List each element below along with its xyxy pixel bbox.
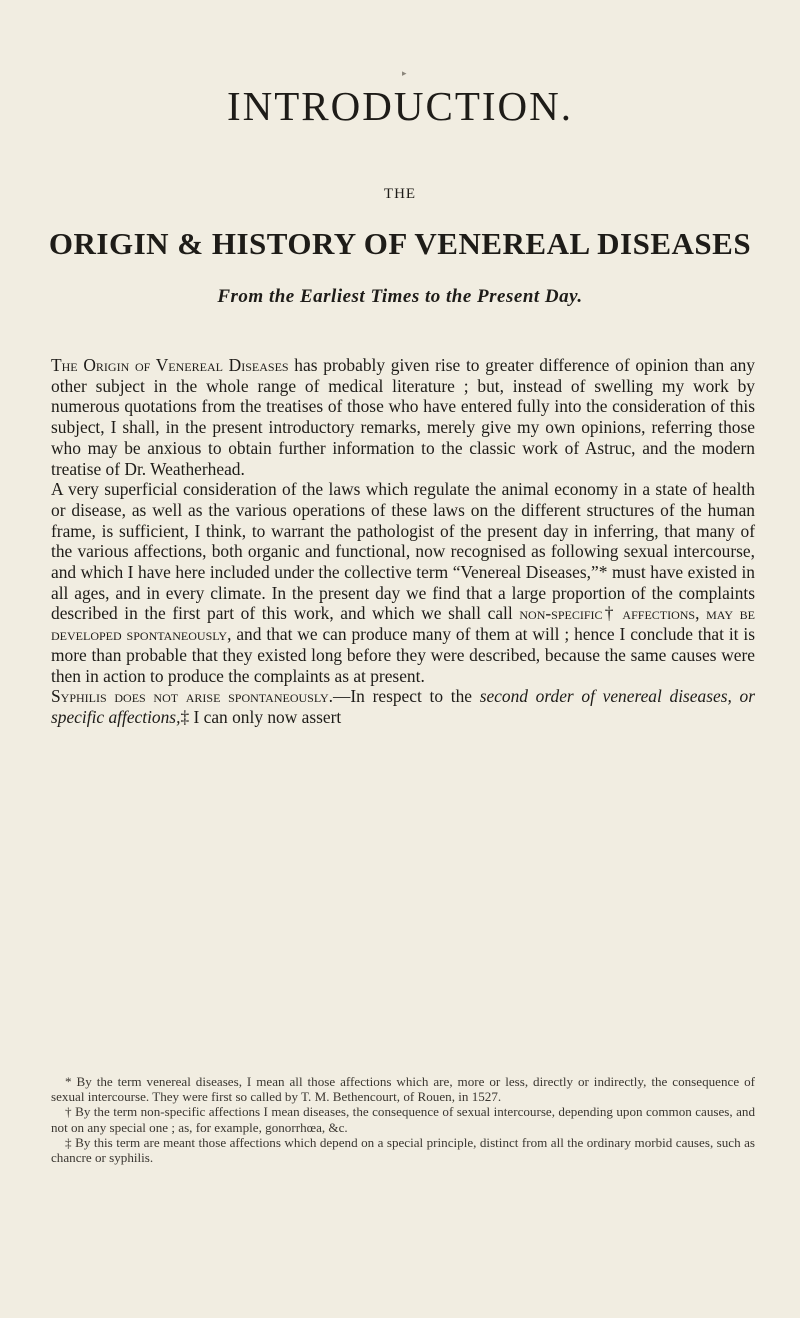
body-text — [51, 355, 755, 728]
page-subtitle: From the Earliest Times to the Present Day. — [217, 286, 583, 307]
paragraph-2-small-caps: non-specific† affections, may be developed spontaneously, — [51, 603, 755, 645]
paragraph-3-text-a: —In respect to the — [333, 686, 480, 707]
footnote-1: * By the term venereal diseases, I mean all those affections which are, more or less, directly or indirectly, the consequence of sexual intercourse. They were first so called by T. M. Bethencourt, of Rouen, in 1527. — [51, 1074, 755, 1105]
title-the: THE — [383, 186, 417, 202]
paragraph-1 — [51, 355, 755, 479]
paragraph-2-text-a: A very superficial consideration of the laws which regulate the animal economy in a state of health or disease, as well as the various operations of these laws on the different structures of the human frame, is sufficient, I think, to warrant the pathologist of the present day in inferring, that many of the various affections, both organic and functional, now recognised as following sexual intercourse, and which I have here included under the collective term “Venereal Diseases,”* must have existed in all ages, and in every climate. In the present day we find that a large proportion of the complaints described in the first part of this work, and which we shall call — [51, 479, 755, 624]
paragraph-3 — [51, 686, 755, 727]
footnote-2: † By the term non-specific affections I mean diseases, the consequence of sexual intercourse, depending upon common causes, and not on any special one ; as, for example, gonorrhœa, &c. — [51, 1104, 755, 1135]
paragraph-2-text-b: and that we can produce many of them at will ; hence I conclude that it is more than probable that they existed long before they were described, because the same causes were then in action to produce the complaints as at present. — [51, 624, 755, 686]
page-mark: ▸ — [402, 68, 407, 78]
page-title: ORIGIN & HISTORY OF VENEREAL DISEASES — [48, 226, 752, 261]
paragraph-2 — [51, 479, 755, 686]
footnote-3: ‡ By this term are meant those affections which depend on a special principle, distinct from all the ordinary morbid causes, such as chancre or syphilis. — [51, 1134, 755, 1166]
paragraph-3-text-b: ‡ I can only now assert — [180, 706, 342, 727]
footnotes — [51, 1074, 755, 1165]
paragraph-1-lead: The Origin of Venereal Diseases — [51, 355, 289, 375]
chapter-heading: INTRODUCTION. — [227, 83, 573, 129]
paragraph-3-italic: second order of venereal diseases, or specific affections, — [51, 686, 755, 727]
paragraph-1-text: has probably given rise to greater difference of opinion than any other subject in the whole range of medical literature ; but, instead of swelling my work by numerous quotations from the treatises of those who have entered fully into the consideration of this subject, I shall, in the present introductory remarks, merely give my own opinions, referring those who may be anxious to obtain further information to the classic work of Astruc, and the modern treatise of Dr. Weatherhead. — [51, 355, 755, 479]
paragraph-3-lead: Syphilis does not arise spontaneously. — [51, 686, 333, 707]
